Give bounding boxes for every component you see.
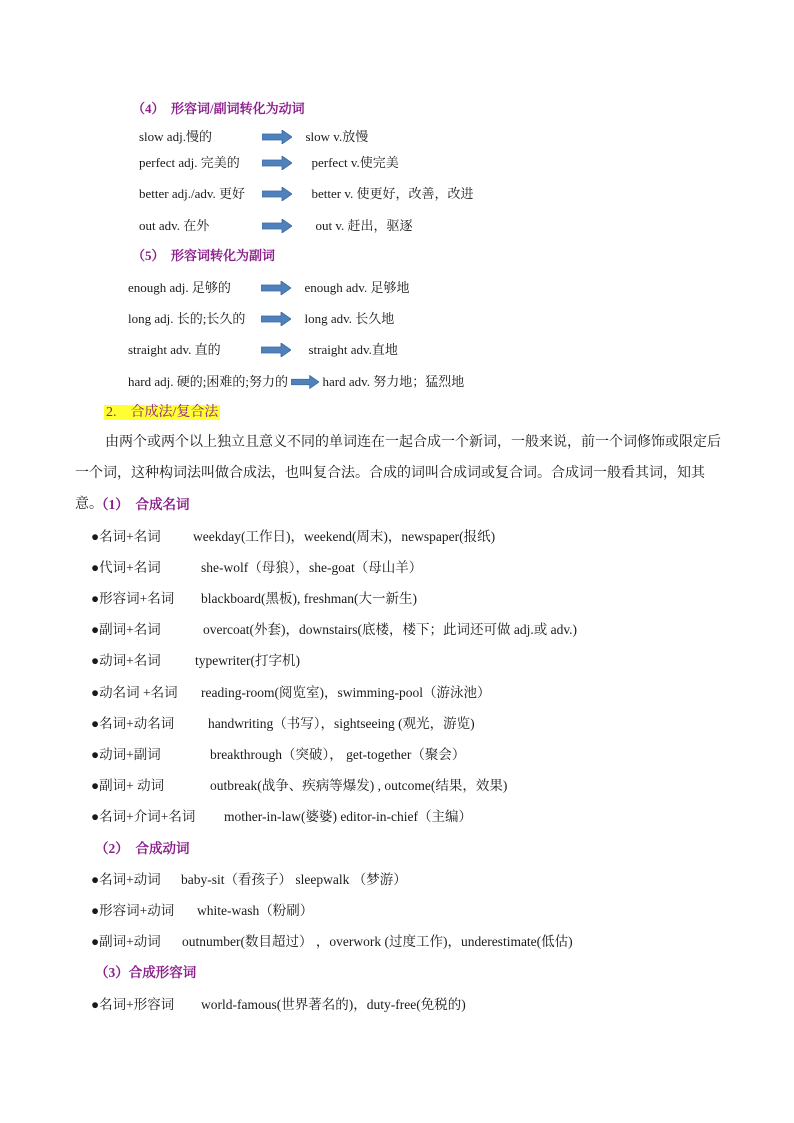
conversion-row [128,340,398,359]
list-item: ●名词+动词 baby-sit（看孩子） sleepwalk （梦游） [91,872,407,887]
right-arrow-icon [261,343,291,357]
section-5-title: （5） 形容词转化为副词 [132,248,276,263]
source-word: perfect adj. 完美的 [139,155,240,171]
target-word: hard adv. 努力地；猛烈地 [322,374,465,390]
source-word: slow adj.慢的 [139,129,212,145]
right-arrow-icon [261,312,291,326]
heading-compound-method [104,403,220,422]
source-word: hard adj. 硬的;困难的;努力的 [128,374,288,390]
intro-paragraph: 由两个或两个以上独立且意义不同的单词连在一起合成一个新词，一般来说，前一个词修饰或限定后一个词，这种构词法叫做合成法，也叫复合法。合成的词叫合成词或复合词。合成词一般看其词，知其意。 [75,435,721,512]
right-arrow-icon [262,156,292,170]
subsection-1-title: （1） 合成名词 [95,497,190,512]
list-item: ●名词+介词+名词 mother-in-law(婆婆) editor-in-chief（主编） [91,809,473,824]
source-word: out adv. 在外 [139,218,210,234]
subsection-2-title: （2） 合成动词 [95,841,190,856]
list-item: ●名词+动名词 handwriting（书写），sightseeing (观光，游览) [91,716,475,731]
list-item: ●形容词+动词 white-wash（粉刷） [91,903,314,918]
right-arrow-icon [262,187,292,201]
target-word: out v. 赶出，驱逐 [315,218,413,234]
conversion-row [139,184,474,203]
list-item: ●副词+名词 overcoat(外套)，downstairs(底楼，楼下；此词还可做 adj.或 adv.) [91,622,578,637]
list-item: ●名词+形容词 world-famous(世界著名的)，duty-free(免税的) [91,997,466,1012]
right-arrow-icon [291,375,319,389]
list-item: ●形容词+名词 blackboard(黑板), freshman(大一新生) [91,591,417,606]
target-word: perfect v.使完美 [311,155,399,171]
highlighted-heading: 2. 合成法/复合法 [106,405,219,420]
target-word: slow v.放慢 [305,129,369,145]
source-word: better adj./adv. 更好 [139,186,246,202]
target-word: straight adv.直地 [308,342,398,358]
list-item: ●代词+名词 she-wolf（母狼），she-goat（母山羊） [91,560,423,575]
right-arrow-icon [261,281,291,295]
source-word: long adj. 长的;长久的 [128,311,246,327]
conversion-row [128,309,394,328]
conversion-row [139,127,368,146]
source-word: straight adv. 直的 [128,342,221,358]
list-item: ●动词+副词 breakthrough（突破）， get-together（聚会） [91,747,466,762]
right-arrow-icon [262,219,292,233]
section-4-title: （4） 形容词/副词转化为动词 [132,101,305,116]
list-item: ●动词+名词 typewriter(打字机) [91,653,300,668]
conversion-row [128,372,464,391]
conversion-row [139,153,399,172]
target-word: long adv. 长久地 [304,311,395,327]
target-word: enough adv. 足够地 [304,280,410,296]
conversion-row [128,278,409,297]
conversion-row [139,216,413,235]
list-item: ●动名词 +名词 reading-room(阅览室)，swimming-pool（游泳池） [91,685,491,700]
list-item: ●名词+名词 weekday(工作日)，weekend(周末)，newspaper(报纸) [91,529,496,544]
subsection-3-title: （3）合成形容词 [95,965,197,980]
source-word: enough adj. 足够的 [128,280,231,296]
list-item: ●副词+ 动词 outbreak(战争、疾病等爆发) , outcome(结果，效果) [91,778,508,793]
target-word: better v. 使更好，改善，改进 [311,186,474,202]
right-arrow-icon [262,130,292,144]
list-item: ●副词+动词 outnumber(数目超过） ，overwork (过度工作)，underestimate(低估) [91,934,573,949]
